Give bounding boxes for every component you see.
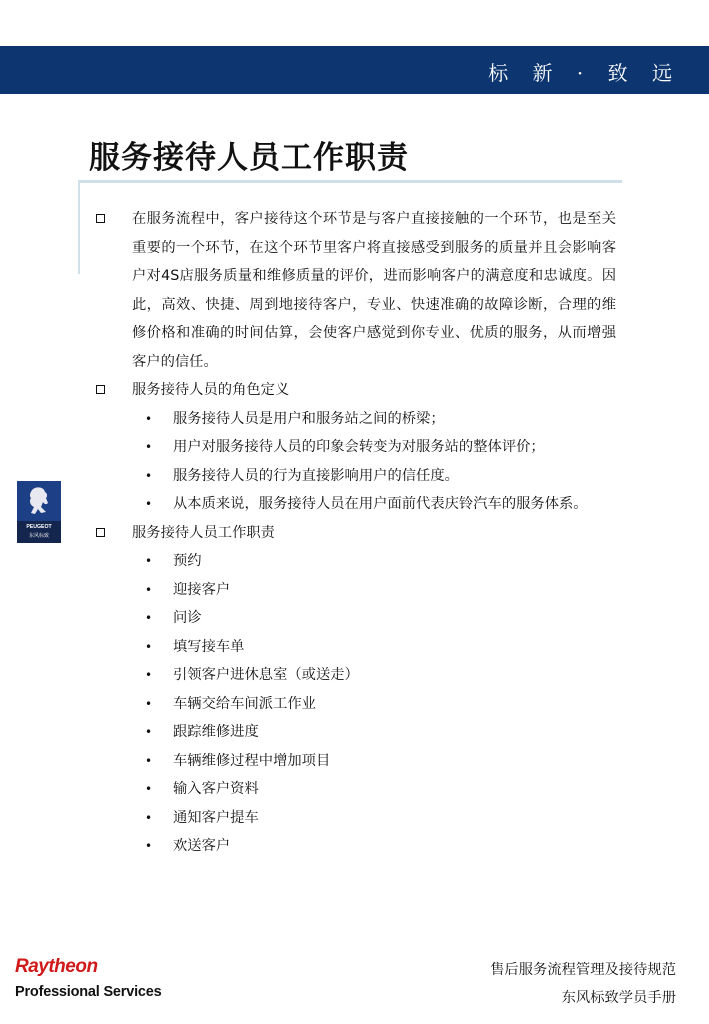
list-item-text: 用户对服务接待人员的印象会转变为对服务站的整体评价； xyxy=(173,439,545,455)
list-item xyxy=(96,804,616,833)
footer-info xyxy=(490,956,676,1012)
list-item xyxy=(96,490,616,519)
duties-list xyxy=(96,547,616,861)
list-item xyxy=(96,775,616,804)
bullet-dot-icon: • xyxy=(145,468,153,483)
list-item-text: 服务接待人员的行为直接影响用户的信任度。 xyxy=(173,467,459,484)
list-item xyxy=(96,405,616,434)
bullet-dot-icon: • xyxy=(145,411,153,426)
checkbox-bullet-icon xyxy=(96,385,105,394)
bullet-dot-icon: • xyxy=(145,810,153,825)
footer-manual-name: 东风标致学员手册 xyxy=(561,990,676,1006)
title-divider xyxy=(80,180,622,183)
duties-heading: 服务接待人员工作职责 xyxy=(132,524,275,541)
list-item xyxy=(96,604,616,633)
intro-section xyxy=(96,205,616,376)
roles-heading: 服务接待人员的角色定义 xyxy=(132,382,290,398)
list-item xyxy=(96,718,616,747)
list-item xyxy=(96,832,616,861)
peugeot-sub-text: 东风标致 xyxy=(28,533,50,539)
list-item-text: 迎接客户 xyxy=(173,581,231,598)
list-item-text: 跟踪维修进度 xyxy=(173,724,259,740)
list-item xyxy=(96,462,616,491)
list-item xyxy=(96,690,616,719)
bullet-dot-icon: • xyxy=(145,497,153,511)
checkbox-bullet-icon xyxy=(96,214,105,223)
bullet-dot-icon: • xyxy=(145,782,153,796)
peugeot-logo xyxy=(17,481,61,543)
page-title: 服务接待人员工作职责 xyxy=(89,140,409,176)
list-item xyxy=(96,633,616,662)
bullet-dot-icon: • xyxy=(145,839,153,853)
title-divider-vertical xyxy=(78,180,80,274)
list-item-text: 输入客户资料 xyxy=(173,781,259,797)
list-item-text: 服务接待人员是用户和服务站之间的桥梁； xyxy=(173,410,445,427)
bullet-dot-icon: • xyxy=(145,668,153,682)
bullet-dot-icon: • xyxy=(145,440,153,454)
list-item-text: 欢送客户 xyxy=(173,838,231,854)
professional-services-text: Professional Services xyxy=(15,984,162,1000)
list-item xyxy=(96,576,616,605)
checkbox-bullet-icon xyxy=(96,528,105,537)
footer-doc-title: 售后服务流程管理及接待规范 xyxy=(490,962,676,978)
duties-section xyxy=(96,519,616,861)
list-item-text: 填写接车单 xyxy=(173,638,245,655)
list-item-text: 引领客户进休息室（或送走） xyxy=(173,667,359,683)
roles-section xyxy=(96,376,616,519)
bullet-dot-icon: • xyxy=(145,611,153,625)
list-item-text: 从本质来说，服务接待人员在用户面前代表庆铃汽车的服务体系。 xyxy=(173,496,588,512)
list-item xyxy=(96,661,616,690)
bullet-dot-icon: • xyxy=(145,554,153,568)
main-content xyxy=(96,205,616,861)
list-item-text: 车辆交给车间派工作业 xyxy=(173,695,316,712)
intro-paragraph: 在服务流程中，客户接待这个环节是与客户直接接触的一个环节，也是至关重要的一个环节，在这个环节里客户将直接感受到服务的质量并且会影响客户对4S店服务质量和维修质量的评价，进而影响客户的满意度和忠诚度。因此，高效、快捷、周到地接待客户，专业、快速准确的故障诊断，合理的维修价格和准确的时间估算，会使客户感觉到你专业、优质的服务，从而增强客户的信任。 xyxy=(132,211,616,370)
list-item xyxy=(96,747,616,776)
list-item-text: 车辆维修过程中增加项目 xyxy=(173,752,331,769)
bullet-dot-icon: • xyxy=(145,639,153,654)
bullet-dot-icon: • xyxy=(145,753,153,768)
bullet-dot-icon: • xyxy=(145,582,153,597)
bullet-dot-icon: • xyxy=(145,725,153,739)
list-item-text: 通知客户提车 xyxy=(173,809,259,826)
list-item-text: 问诊 xyxy=(173,610,202,626)
raytheon-wordmark: Raytheon xyxy=(15,956,98,977)
list-item xyxy=(96,547,616,576)
header-slogan: 标 新 · 致 远 xyxy=(488,61,681,85)
peugeot-brand-text: PEUGEOT xyxy=(26,524,52,530)
roles-list xyxy=(96,405,616,519)
raytheon-logo xyxy=(15,956,162,1000)
bullet-dot-icon: • xyxy=(145,696,153,711)
list-item xyxy=(96,433,616,462)
list-item-text: 预约 xyxy=(173,553,202,569)
